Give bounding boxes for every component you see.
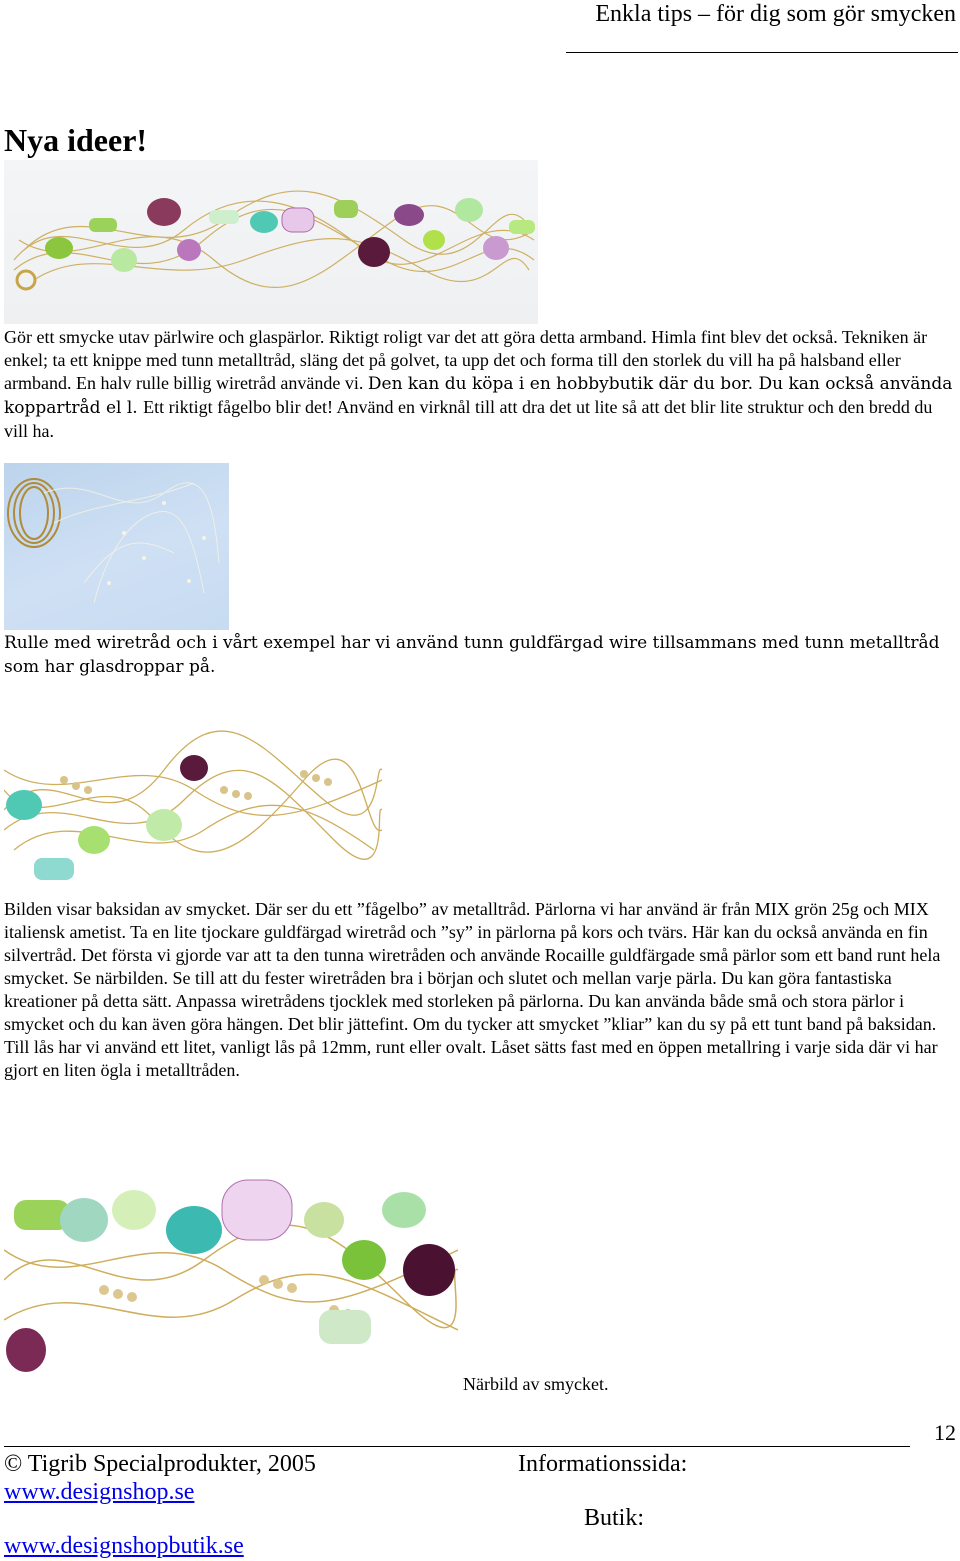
page-number: 12	[934, 1420, 956, 1445]
wire-roll-text: Rulle med wiretråd och i vårt exempel har vi använd tunn guldfärgad wire tillsammans med tunn metalltråd som har glasdroppar på.	[4, 633, 940, 677]
info-page-label: Informationssida:	[518, 1451, 688, 1477]
closeup-caption: Närbild av smycket.	[463, 1374, 609, 1394]
header-rule	[566, 52, 958, 53]
shop-label: Butik:	[584, 1505, 645, 1531]
instructions-text: Bilden visar baksidan av smycket. Där ser du ett ”fågelbo” av metalltråd. Pärlorna vi har använd är från MIX grön 25g och MIX italiensk ametist. Ta en lite tjockare guldfärgad wiretråd och ”sy” in pärlorna på kors och tvärs. Här kan du också använda en fin silvertråd. Det första vi gjorde var att ta den tunna wiretråden och använde Rocaille guldfärgade små pärlor som ett band runt hela smycket. Se närbilden. Se till att du fester wiretråden bra i början och slutet och mellan varje pärla. Du kan göra fantastiska kreationer på detta sätt. Anpassa wiretrådens tjocklek med storleken på pärlorna. Du kan använda både små och stora pärlor i smycket och du kan även göra hängen. Det blir jättefint. Om du tycker att smycket ”kliar” kan du sy på ett tunt band på baksidan. Till lås har vi använd ett litet, vanligt lås på 12mm, runt eller ovalt. Låset sätts fast med en öppen metallring i varje sida där vi har gjort en liten ögla i metalltråden.	[4, 899, 941, 1080]
intro-paragraph	[4, 326, 956, 443]
designshopbutik-link[interactable]: www.designshopbutik.se	[4, 1533, 244, 1559]
backside-photo	[4, 730, 382, 896]
wire-roll-caption	[4, 631, 956, 679]
page-title: Nya ideer!	[4, 122, 148, 158]
intro-text-2: Den kan du köpa i en hobbybutik där du bor. Du kan också använda koppartråd el l.	[4, 374, 953, 418]
running-header: Enkla tips – för dig som gör smycken	[595, 1, 956, 27]
instructions-paragraph	[4, 898, 956, 1082]
bracelet-photo	[4, 160, 538, 324]
intro-text-3: Ett riktigt fågelbo blir det! Använd en virknål till att dra det ut lite så att det blir lite struktur och den bredd du vill ha.	[4, 397, 933, 441]
copyright-notice: © Tigrib Specialprodukter, 2005	[4, 1451, 316, 1477]
wire-roll-photo	[4, 463, 229, 630]
intro-text-1: Gör ett smycke utav pärlwire och glaspärlor. Riktigt roligt var det att göra detta armband. Himla fint blev det också. Tekniken är enkel; ta ett knippe med tunn metalltråd, släng det på golvet, ta upp det och forma till den storlek du vill ha på halsband eller armband. En halv rulle billig wiretråd använde vi.	[4, 327, 928, 393]
closeup-photo	[4, 1160, 458, 1390]
footer-rule	[4, 1446, 910, 1447]
designshop-link[interactable]: www.designshop.se	[4, 1479, 195, 1505]
